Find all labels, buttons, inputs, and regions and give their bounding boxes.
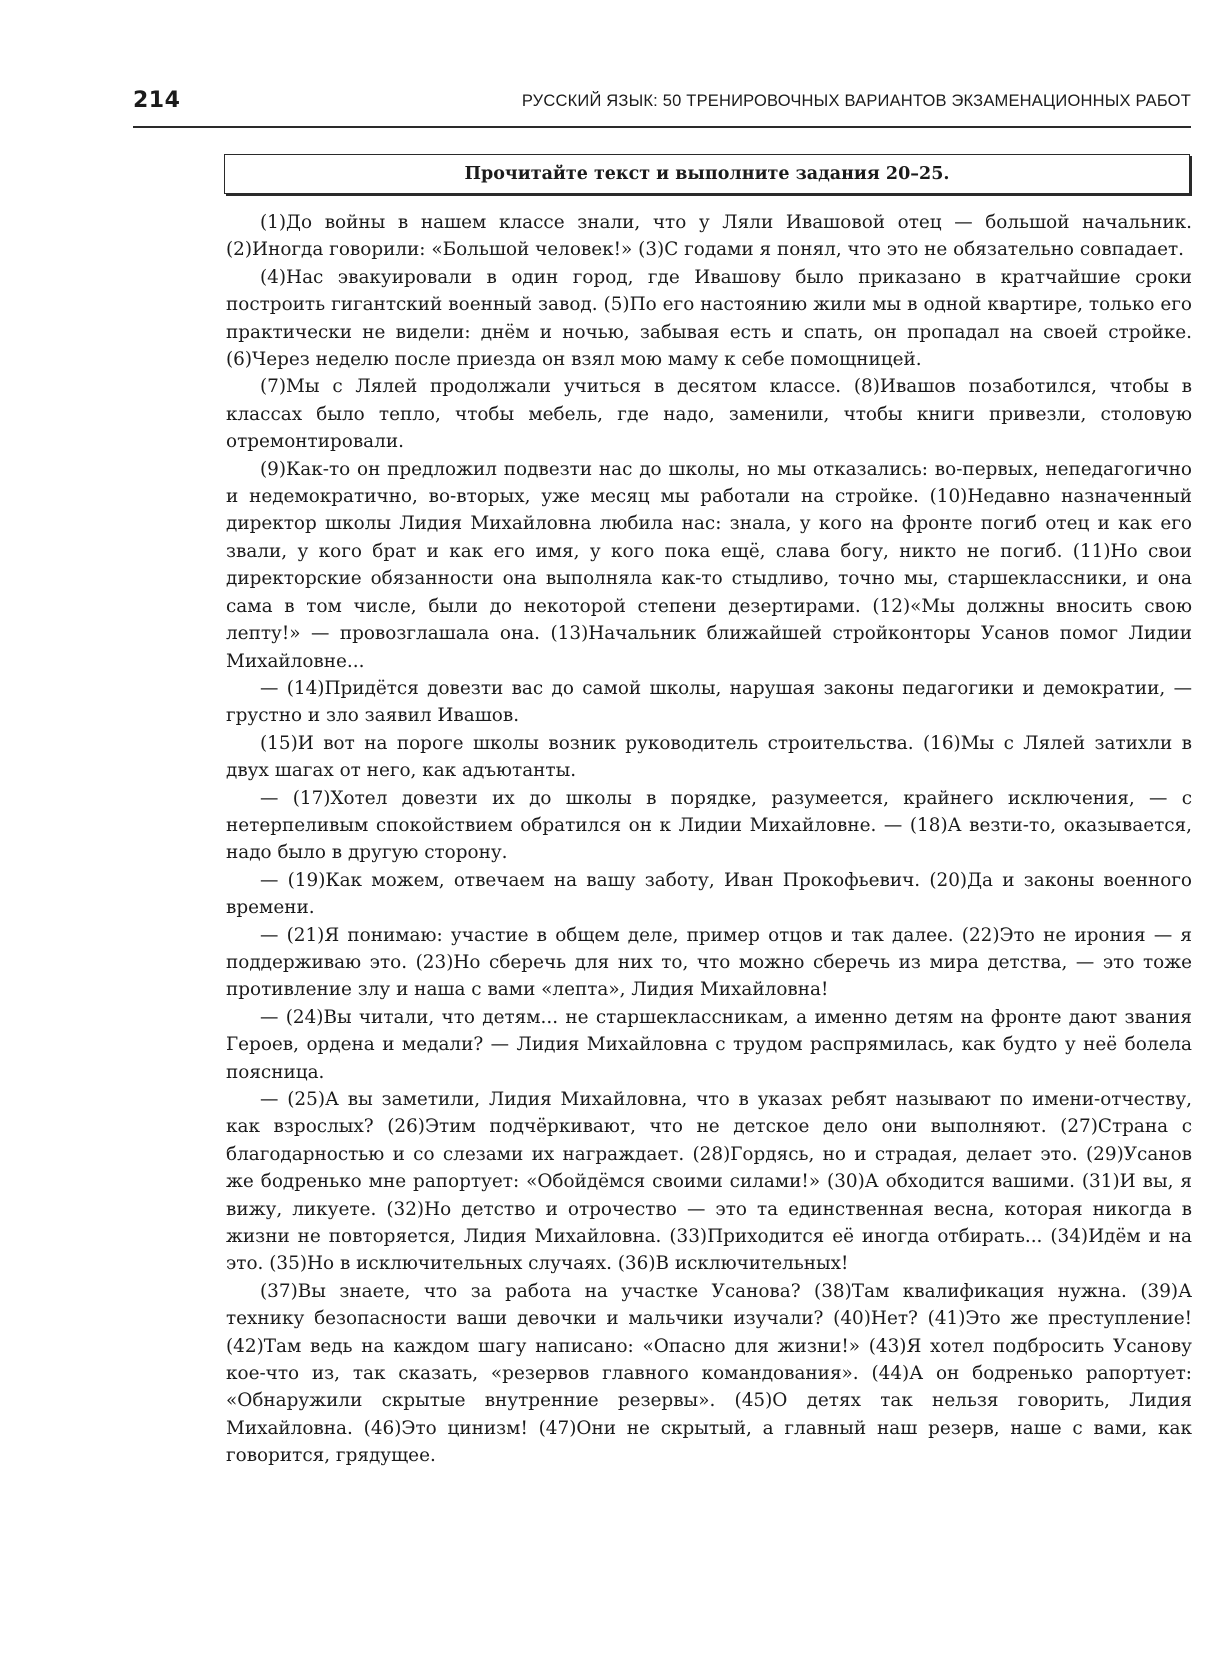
paragraph-6: (15)И вот на пороге школы возник руководитель строительства. (16)Мы с Лялей затихли в двух шагах от него, как адъютанты. <box>226 732 1192 782</box>
paragraph-11: — (25)А вы заметили, Лидия Михайловна, что в указах ребят называют по имени-отчеству, как взрослых? (26)Этим подчёркивают, что не детское дело они выполняют. (27)Страна с благодарностью и со слезами их награждает. (28)Гордясь, но и страдая, делает это. (29)Усанов же бодренько мне рапортует: «Обойдёмся своими силами!» (30)А обходится вашими. (31)И вы, я вижу, ликуете. (32)Но детство и отрочество — это та единственная весна, которая никогда в жизни не повторяется, Лидия Михайловна. (33)Приходится её иногда отбирать... (34)Идём и на это. (35)Но в исключительных случаях. (36)В исключительных! <box>226 1089 1192 1275</box>
paragraph-9: — (21)Я понимаю: участие в общем деле, пример отцов и так далее. (22)Это не ирония — я поддерживаю это. (23)Но сберечь для них то, что можно сберечь из мира детства, — это тоже противление злу и наша с вами «лепта», Лидия Михайловна! <box>226 924 1192 1001</box>
paragraph-4: (9)Как-то он предложил подвезти нас до школы, но мы отказались: во-первых, непедагогично и недемократично, во-вторых, уже месяц мы работали на стройке. (10)Недавно назначенный директор школы Лидия Михайловна любила нас: знала, у кого на фронте погиб отец и как его звали, у кого брат и как его имя, у кого пока ещё, слава богу, никто не погиб. (11)Но свои директорские обязанности она выполняла как-то стыдливо, точно мы, старшеклассники, и она сама в том числе, были до некоторой степени дезертирами. (12)«Мы должны вносить свою лепту!» — провозглашала она. (13)Начальник ближайшей стройконторы Усанов помог Лидии Михайловне... <box>226 458 1192 672</box>
paragraph-7: — (17)Хотел довезти их до школы в порядке, разумеется, крайнего исключения, — с нетерпеливым спокойствием обратился он к Лидии Михайловне. — (18)А везти-то, оказывается, надо было в другую сторону. <box>226 787 1192 864</box>
instruction-text: Прочитайте текст и выполните задания 20–25. <box>464 164 950 184</box>
instruction-box <box>224 154 1190 194</box>
paragraph-5: — (14)Придётся довезти вас до самой школы, нарушая законы педагогики и демократии, — грустно и зло заявил Ивашов. <box>226 677 1192 727</box>
reading-text <box>226 209 1192 1470</box>
paragraph-1: (1)До войны в нашем классе знали, что у Ляли Ивашовой отец — большой начальник. (2)Иногда говорили: «Большой человек!» (3)С годами я понял, что это не обязательно совпадает. <box>226 212 1192 261</box>
paragraph-10: — (24)Вы читали, что детям... не старшеклассникам, а именно детям на фронте дают звания Героев, ордена и медали? — Лидия Михайловна с трудом распрямилась, как будто у неё болела поясница. <box>226 1006 1192 1083</box>
page-header <box>133 86 1191 128</box>
page-number: 214 <box>133 88 181 113</box>
paragraph-12: (37)Вы знаете, что за работа на участке Усанова? (38)Там квалификация нужна. (39)А технику безопасности ваши девочки и мальчики изучали? (40)Нет? (41)Это же преступление! (42)Там ведь на каждом шагу написано: «Опасно для жизни!» (43)Я хотел подбросить Усанову кое-что из, так сказать, «резервов главного командования». (44)А он бодренько рапортует: «Обнаружили скрытые внутренние резервы». (45)О детях так нельзя говорить, Лидия Михайловна. (46)Это цинизм! (47)Они не скрытый, а главный наш резерв, наше с вами, как говорится, грядущее. <box>226 1280 1192 1467</box>
paragraph-2: (4)Нас эвакуировали в один город, где Ивашову было приказано в кратчайшие сроки построить гигантский военный завод. (5)По его настоянию жили мы в одной квартире, только его практически не видели: днём и ночью, забывая есть и спать, он пропадал на своей стройке. (6)Через неделю после приезда он взял мою маму к себе помощницей. <box>226 266 1192 371</box>
paragraph-8: — (19)Как можем, отвечаем на вашу заботу, Иван Прокофьевич. (20)Да и законы военного времени. <box>226 869 1192 919</box>
running-title: РУССКИЙ ЯЗЫК: 50 ТРЕНИРОВОЧНЫХ ВАРИАНТОВ ЭКЗАМЕНАЦИОННЫХ РАБОТ <box>521 92 1191 110</box>
paragraph-3: (7)Мы с Лялей продолжали учиться в десятом классе. (8)Ивашов позаботился, чтобы в классах было тепло, чтобы мебель, где надо, заменили, чтобы книги привезли, столовую отремонтировали. <box>226 376 1192 453</box>
